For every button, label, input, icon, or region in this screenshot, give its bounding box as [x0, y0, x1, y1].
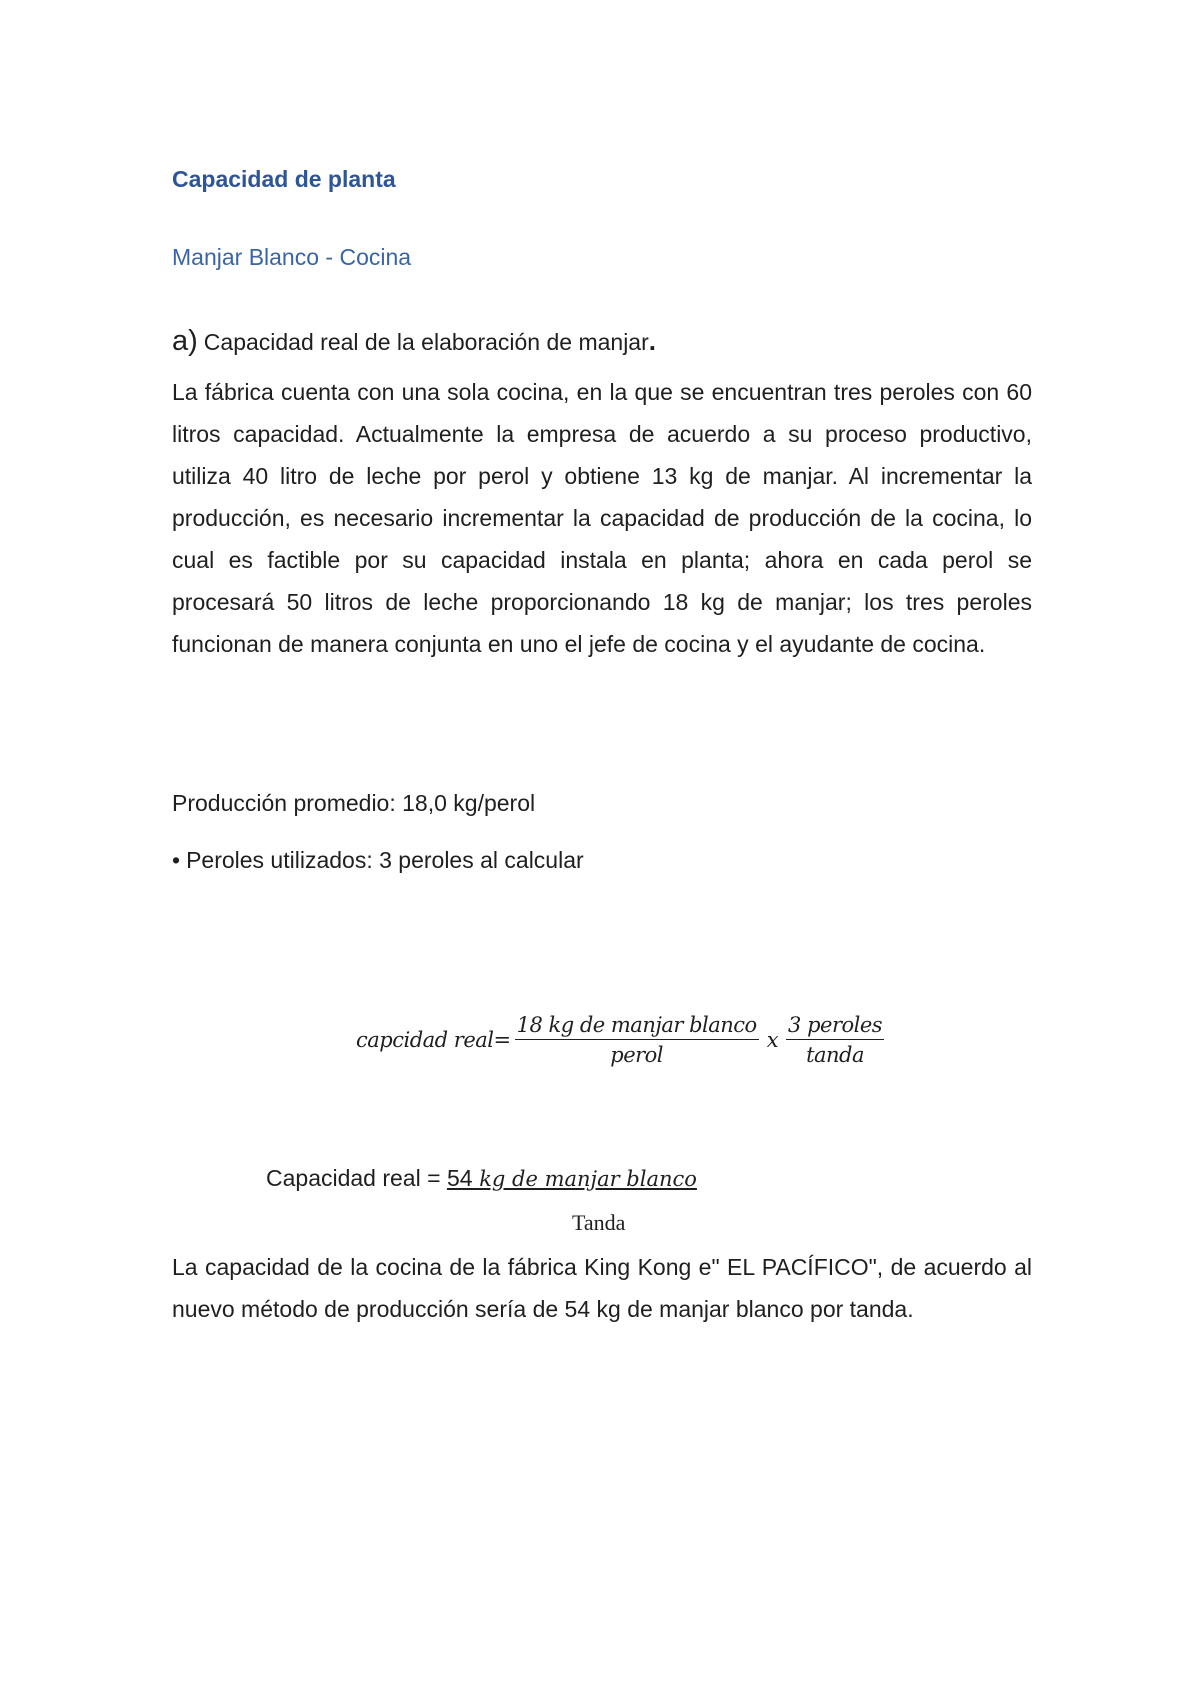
capacity-formula — [356, 1013, 888, 1067]
result-label: Capacidad real = — [266, 1165, 447, 1191]
result-unit: kg de manjar blanco — [472, 1167, 697, 1191]
bullet-icon: • — [172, 847, 181, 873]
formula-fraction-1-denominator: perol — [610, 1043, 664, 1067]
page-subtitle: Manjar Blanco - Cocina — [172, 244, 412, 270]
formula-fraction-1-numerator: 18 kg de manjar blanco — [515, 1013, 759, 1040]
intro-paragraph: La fábrica cuenta con una sola cocina, en la que se encuentran tres peroles con 60 litros capacidad. Actualmente la empresa de acuerdo a su proceso productivo, utiliza 40 litro de leche por perol y obtiene 13 kg de manjar. Al incrementar la producción, es necesario incrementar la capacidad de producción de la cocina, lo cual es factible por su capacidad instala en planta; ahora en cada perol se procesará 50 litros de leche proporcionando 18 kg de manjar; los tres peroles funcionan de manera conjunta en uno el jefe de cocina y el ayudante de cocina. — [172, 379, 1032, 657]
formula-fraction-2-numerator: 3 peroles — [786, 1013, 884, 1040]
section-title-period: . — [648, 326, 656, 356]
formula-fraction-2 — [786, 1013, 884, 1067]
bullet-item — [172, 847, 584, 874]
formula-fraction-1 — [515, 1013, 759, 1067]
section-title-text: Capacidad real de la elaboración de manjar — [203, 329, 649, 355]
page-title: Capacidad de planta — [172, 166, 396, 192]
average-production-line: Producción promedio: 18,0 kg/perol — [172, 790, 536, 816]
result-value: 54 — [446, 1165, 473, 1191]
result-denominator: Tanda — [572, 1210, 626, 1235]
bullet-item-text: Peroles utilizados: 3 peroles al calcular — [186, 847, 584, 873]
formula-operator: x — [766, 1028, 779, 1052]
capacity-result — [266, 1165, 697, 1192]
section-title — [172, 325, 656, 358]
formula-lhs: capcidad real= — [356, 1028, 511, 1052]
formula-fraction-2-denominator: tanda — [806, 1043, 865, 1067]
conclusion-paragraph: La capacidad de la cocina de la fábrica King Kong e" EL PACÍFICO", de acuerdo al nuevo método de producción sería de 54 kg de manjar blanco por tanda. — [172, 1254, 1032, 1322]
section-marker: a) — [172, 325, 198, 357]
